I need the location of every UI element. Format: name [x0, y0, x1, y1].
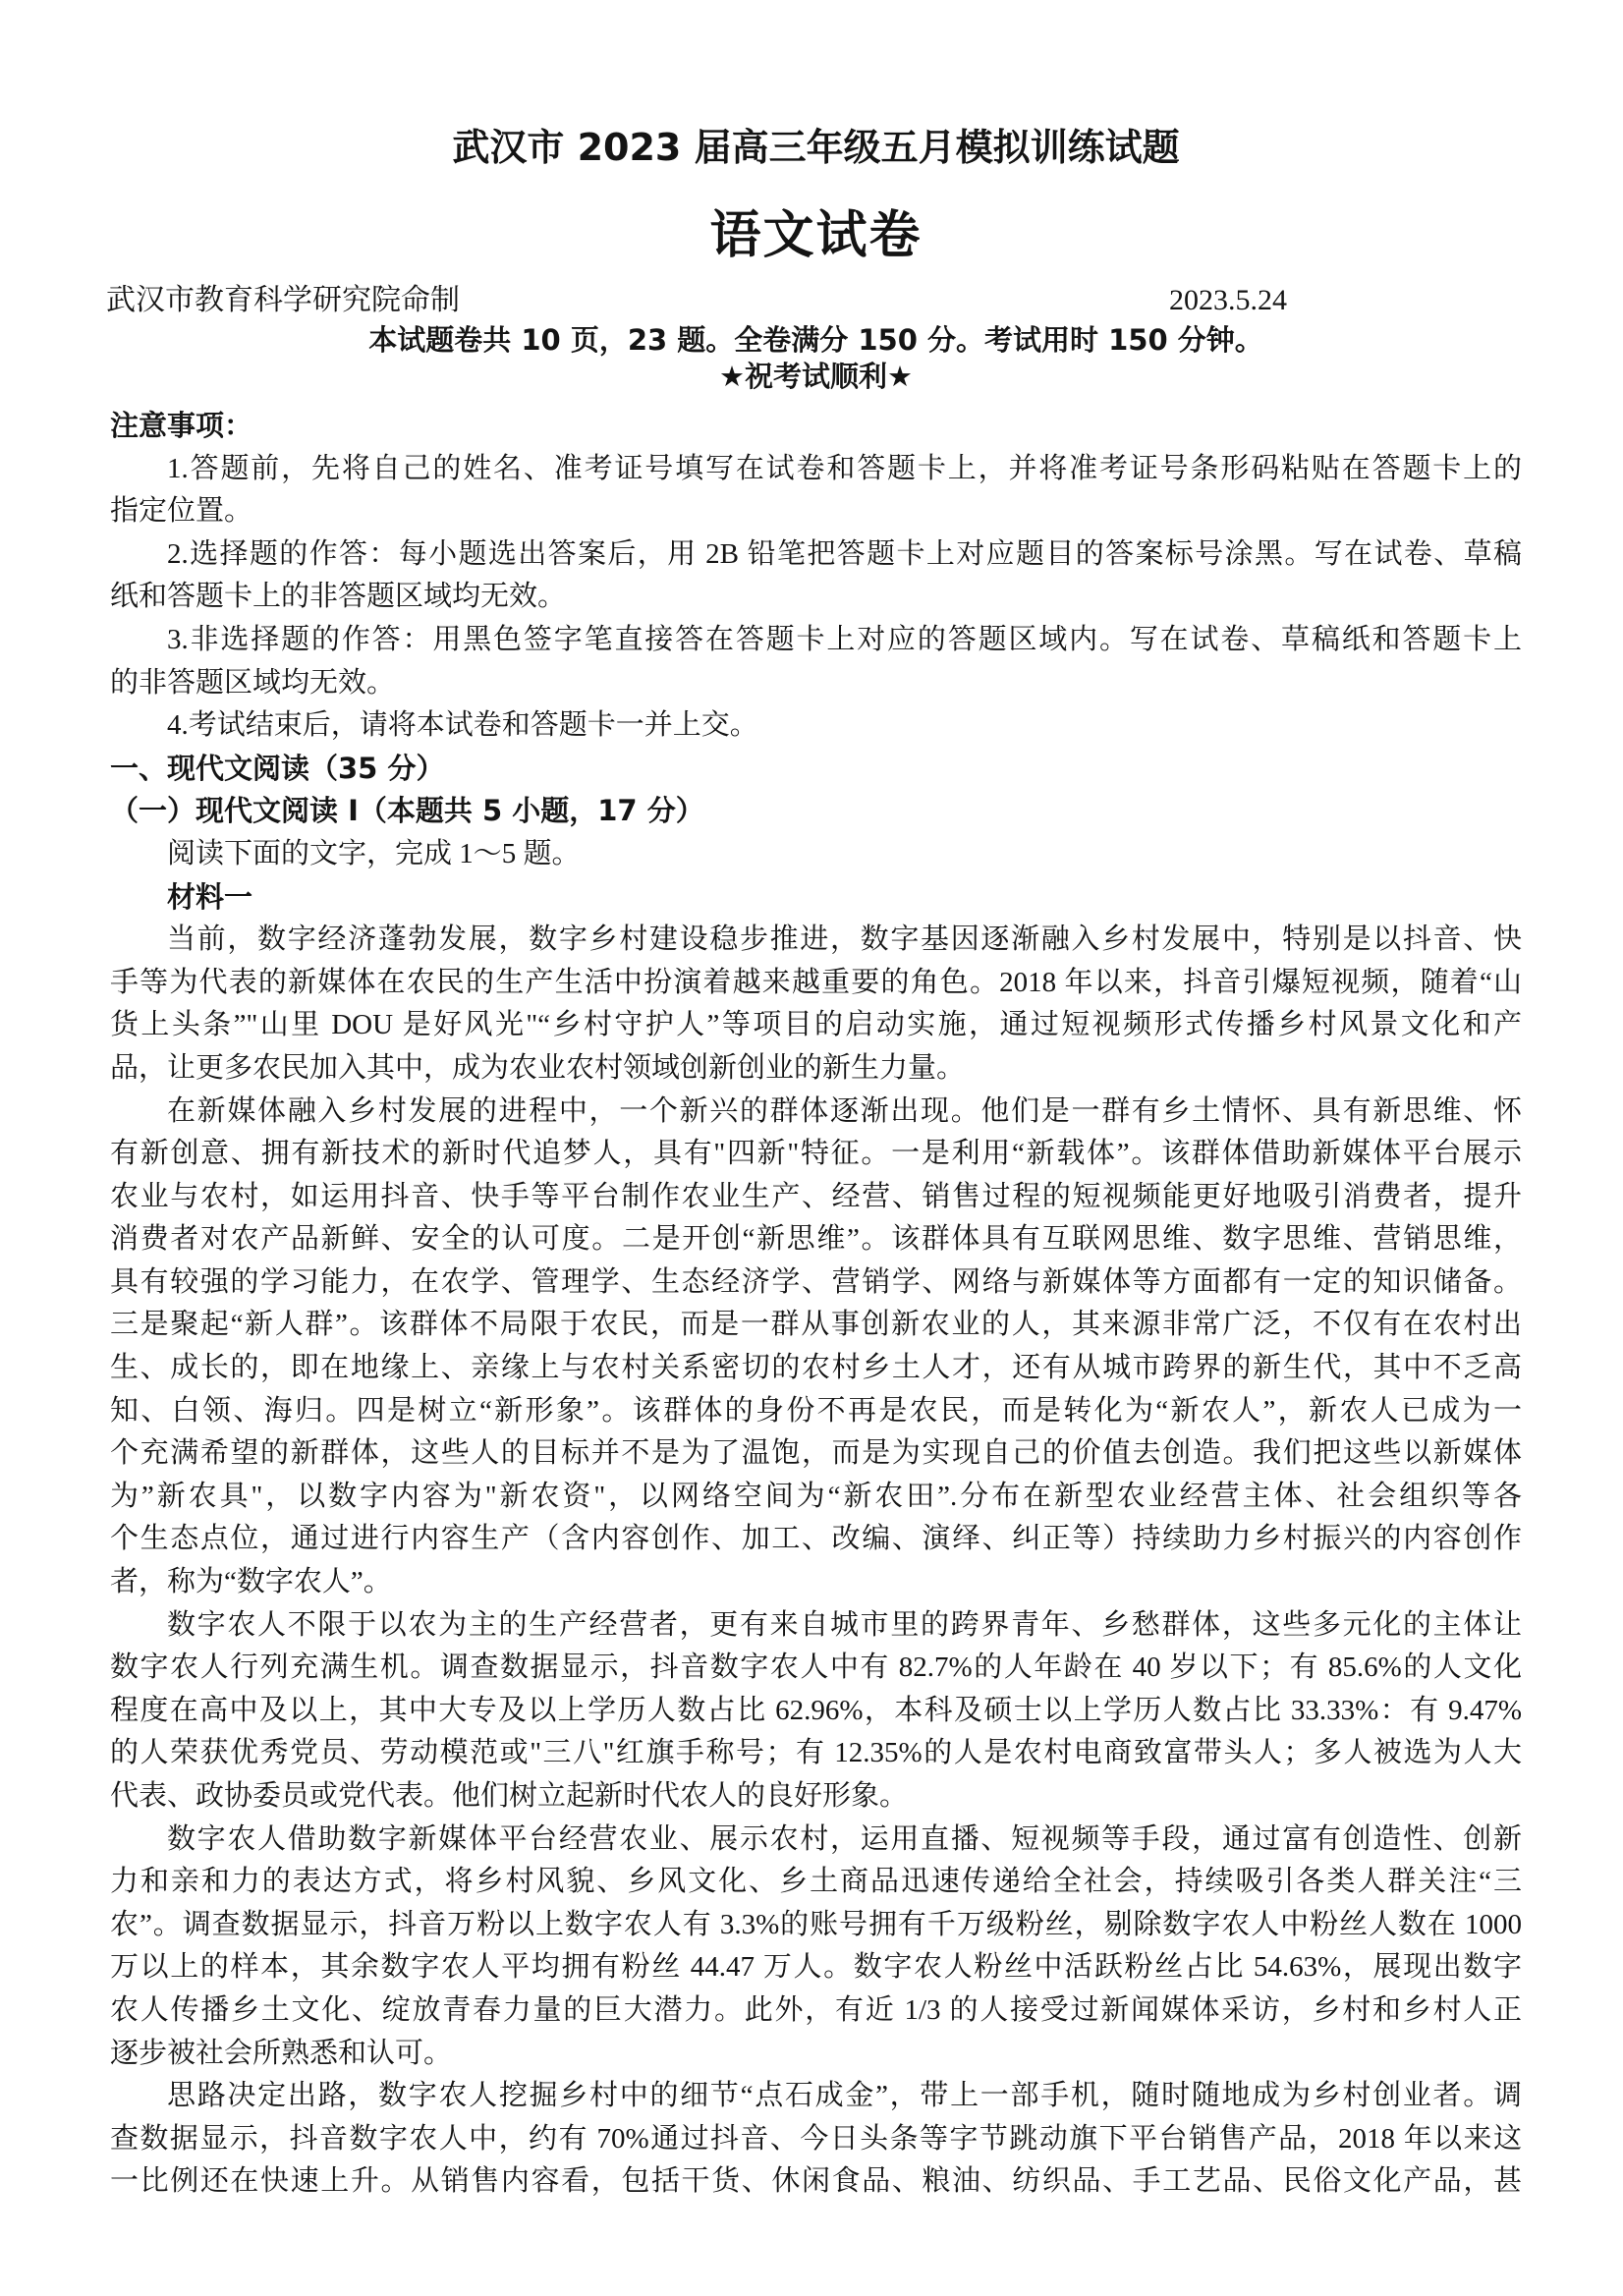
- paragraph-line: 一比例还在快速上升。从销售内容看，包括干货、休闲食品、粮油、纺织品、手工艺品、民俗文化产品，甚: [110, 2165, 1522, 2198]
- paragraph-line: 思路决定出路，数字农人挖掘乡村中的细节“点石成金”，带上一部手机，随时随地成为乡村创业者。调: [167, 2080, 1522, 2112]
- paragraph-line: 农”。调查数据显示，抖音万粉以上数字农人有 3.3%的账号拥有千万级粉丝，剔除数字农人中粉丝人数在 1000: [110, 1908, 1522, 1940]
- section-heading: 一、现代文阅读（35 分）: [110, 751, 445, 785]
- paragraph-line: 为”新农具"，以数字内容为"新农资"，以网络空间为“新农田”.分布在新型农业经营主体、社会组织等各: [110, 1480, 1522, 1512]
- issuer: 武汉市教育科学研究院命制: [106, 284, 460, 316]
- notice-line: 1.答题前，先将自己的姓名、准考证号填写在试卷和答题卡上，并将准考证号条形码粘贴在答题卡上的: [167, 452, 1522, 484]
- reading-instruction: 阅读下面的文字，完成 1～5 题。: [167, 837, 581, 869]
- paragraph-line: 数字农人不限于以农为主的生产经营者，更有来自城市里的跨界青年、乡愁群体，这些多元化的主体让: [167, 1608, 1522, 1641]
- paragraph-line: 品，让更多农民加入其中，成为农业农村领域创新创业的新生力量。: [110, 1051, 966, 1084]
- notice-list: [110, 448, 1522, 748]
- paragraph: [110, 1604, 1522, 1819]
- exam-title: 武汉市 2023 届高三年级五月模拟训练试题: [452, 126, 1180, 169]
- paragraph-line: 逐步被社会所熟悉和认可。: [110, 2037, 453, 2069]
- paragraph-line: 万以上的样本，其余数字农人平均拥有粉丝 44.47 万人。数字农人粉丝中活跃粉丝占比 54.63%，展现出数字: [110, 1951, 1522, 1984]
- notices-heading: 注意事项：: [110, 409, 253, 442]
- paragraph-line: 个生态点位，通过进行内容生产（含内容创作、加工、改编、演绎、纠正等）持续助力乡村振兴的内容创作: [110, 1523, 1522, 1555]
- paragraph-line: 数字农人借助数字新媒体平台经营农业、展示农村，运用直播、短视频等手段，通过富有创造性、创新: [167, 1822, 1522, 1855]
- notice-item: [110, 533, 1522, 619]
- paragraph-line: 在新媒体融入乡村发展的进程中，一个新兴的群体逐渐出现。他们是一群有乡土情怀、具有新思维、怀: [167, 1094, 1522, 1127]
- paragraph-line: 数字农人行列充满生机。调查数据显示，抖音数字农人中有 82.7%的人年龄在 40 岁以下；有 85.6%的人文化: [110, 1652, 1522, 1684]
- exam-summary: 本试题卷共 10 页，23 题。全卷满分 150 分。考试用时 150 分钟。: [368, 323, 1263, 357]
- notice-line: 3.非选择题的作答：用黑色签字笔直接答在答题卡上对应的答题区域内。写在试卷、草稿纸和答题卡上: [167, 623, 1522, 655]
- notice-line: 2.选择题的作答：每小题选出答案后，用 2B 铅笔把答题卡上对应题目的答案标号涂黑。写在试卷、草稿: [167, 537, 1522, 570]
- paragraph-line: 程度在高中及以上，其中大专及以上学历人数占比 62.96%，本科及硕士以上学历人数占比 33.33%：有 9.47%: [110, 1694, 1522, 1726]
- paragraph-line: 生、成长的，即在地缘上、亲缘上与农村关系密切的农村乡土人才，还有从城市跨界的新生代，其中不乏高: [110, 1352, 1522, 1384]
- notice-line: 指定位置。: [110, 495, 253, 528]
- paragraph-line: 代表、政协委员或党代表。他们树立起新时代农人的良好形象。: [110, 1780, 909, 1812]
- paragraph: [110, 1819, 1522, 2076]
- part-heading: （一）现代文阅读 I（本题共 5 小题，17 分）: [110, 794, 704, 828]
- subject-title: 语文试卷: [709, 206, 923, 265]
- paragraph-line: 货上头条”"山里 DOU 是好风光"“乡村守护人”等项目的启动实施，通过短视频形式传播乡村风景文化和产: [110, 1009, 1522, 1041]
- notice-item: [110, 704, 1522, 748]
- paragraph-line: 个充满希望的新群体，这些人的目标并不是为了温饱，而是为实现自己的价值去创造。我们把这些以新媒体: [110, 1437, 1522, 1470]
- notice-item: [110, 619, 1522, 704]
- good-luck-line: ★祝考试顺利★: [719, 360, 913, 393]
- paragraph-line: 者，称为“数字农人”。: [110, 1566, 392, 1598]
- paragraph: [110, 919, 1522, 1090]
- paragraph-line: 力和亲和力的表达方式，将乡村风貌、乡风文化、乡土商品迅速传递给全社会，持续吸引各类人群关注“三: [110, 1866, 1522, 1898]
- paragraph-line: 有新创意、拥有新技术的新时代追梦人，具有"四新"特征。一是利用“新载体”。该群体借助新媒体平台展示: [110, 1138, 1522, 1170]
- paragraph-line: 消费者对农产品新鲜、安全的认可度。二是开创“新思维”。该群体具有互联网思维、数字思维、营销思维，: [110, 1223, 1522, 1256]
- paragraph-line: 农人传播乡土文化、绽放青春力量的巨大潜力。此外，有近 1/3 的人接受过新闻媒体采访，乡村和乡村人正: [110, 1993, 1522, 2026]
- page-content: [110, 405, 1522, 2204]
- notice-item: [110, 448, 1522, 533]
- notice-line: 的非答题区域均无效。: [110, 666, 396, 699]
- paragraph-line: 具有较强的学习能力，在农学、管理学、生态经济学、营销学、网络与新媒体等方面都有一定的知识储备。: [110, 1265, 1522, 1298]
- material-title: 材料一: [167, 879, 253, 914]
- exam-date: 2023.5.24: [1169, 284, 1287, 316]
- paragraph-line: 农业与农村，如运用抖音、快手等平台制作农业生产、经营、销售过程的短视频能更好地吸引消费者，提升: [110, 1180, 1522, 1212]
- material-body: [110, 919, 1522, 2204]
- paragraph-line: 三是聚起“新人群”。该群体不局限于农民，而是一群从事创新农业的人，其来源非常广泛，不仅有在农村出: [110, 1309, 1522, 1341]
- paragraph-line: 当前，数字经济蓬勃发展，数字乡村建设稳步推进，数字基因逐渐融入乡村发展中，特别是以抖音、快: [167, 924, 1522, 956]
- paragraph-line: 知、白领、海归。四是树立“新形象”。该群体的身份不再是农民，而是转化为“新农人”，新农人已成为一: [110, 1394, 1522, 1427]
- paragraph: [110, 1091, 1522, 1604]
- notice-line: 纸和答题卡上的非答题区域均无效。: [110, 581, 567, 613]
- paragraph-line: 手等为代表的新媒体在农民的生产生活中扮演着越来越重要的角色。2018 年以来，抖音引爆短视频，随着“山: [110, 966, 1522, 998]
- paragraph-line: 的人荣获优秀党员、劳动模范或"三八"红旗手称号；有 12.35%的人是农村电商致富带头人；多人被选为人大: [110, 1737, 1522, 1769]
- paragraph: [110, 2075, 1522, 2204]
- notice-line: 4.考试结束后，请将本试卷和答题卡一并上交。: [167, 709, 758, 742]
- paragraph-line: 查数据显示，抖音数字农人中，约有 70%通过抖音、今日头条等字节跳动旗下平台销售产品，2018 年以来这: [110, 2122, 1522, 2155]
